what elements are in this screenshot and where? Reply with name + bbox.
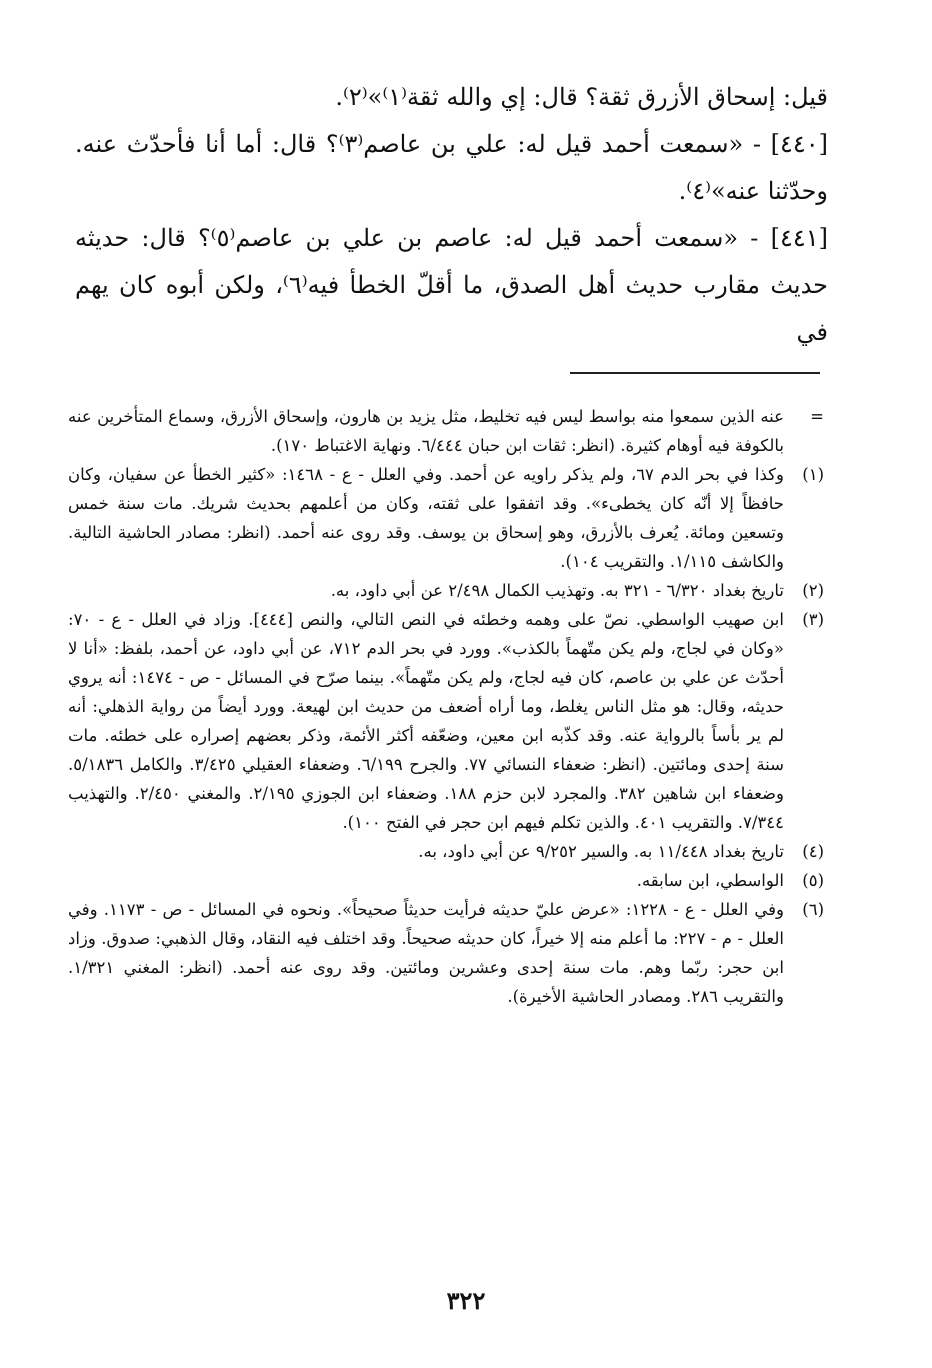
footnote-text: الواسطي، ابن سابقه.	[636, 871, 784, 890]
footnote-1	[68, 460, 824, 576]
footnote-6	[68, 895, 824, 1011]
footnote-4	[68, 837, 824, 866]
footnote-text: عنه الذين سمعوا منه بواسط ليس فيه تخليط، مثل يزيد بن هارون، وإسحاق الأزرق، وسماع المتأخرين عنه بالكوفة فيه أوهام كثيرة. (انظر: ثقات ابن حبان ٦/٤٤٤. ونهاية الاغتباط ١٧٠).	[68, 407, 784, 455]
footnote-separator	[570, 372, 820, 374]
footnotes	[68, 402, 824, 1011]
footnote-text: وكذا في بحر الدم ٦٧، ولم يذكر راويه عن أحمد. وفي العلل - ع - ١٤٦٨: «كثير الخطأ عن سفيان، وكان حافظاً إلا أنّه كان يخطىء». وقد اتفقوا على ثقته، وكان من أعلمهم بحديث شريك. مات سنة خمس وتسعين ومائة. يُعرف بالأزرق، وهو إسحاق بن يوسف. وقد روى عنه أحمد. (انظر: مصادر الحاشية التالية. والكاشف ١/١١٥. والتقريب ١٠٤).	[68, 465, 784, 571]
footnote-marker: (٣)	[802, 610, 824, 629]
footnote-2	[68, 576, 824, 605]
footnote-marker: (٥)	[802, 871, 824, 890]
footnote-3	[68, 605, 824, 837]
main-paragraph-2: [٤٤٠] - «سمعت أحمد قيل له: علي بن عاصم⁽٣⁾؟ قال: أما أنا فأحدّث عنه. وحدّثنا عنه»⁽٤⁾.	[75, 130, 829, 205]
footnote-marker: (١)	[802, 465, 824, 484]
footnote-marker: (٦)	[802, 900, 824, 919]
footnote-5	[68, 866, 824, 895]
page-number: ٣٢٢	[446, 1286, 486, 1315]
main-text	[75, 74, 828, 356]
footnote-marker: (٤)	[802, 842, 824, 861]
footnote-text: تاريخ بغداد ٦/٣٢٠ - ٣٢١ به. وتهذيب الكمال ٢/٤٩٨ عن أبي داود، به.	[330, 581, 784, 600]
main-paragraph-3: [٤٤١] - «سمعت أحمد قيل له: عاصم بن علي بن عاصم⁽٥⁾؟ قال: حديثه حديث مقارب حديث أهل الصدق، ما أقلّ الخطأ فيه⁽٦⁾، ولكن أبوه كان يهم في	[75, 224, 829, 346]
footnote-text: ابن صهيب الواسطي. نصّ على وهمه وخطئه في النص التالي، والنص [٤٤٤]. وزاد في العلل - ع - ٧٠: «وكان في لجاج، ولم يكن متّهماً بالكذب». وورد في بحر الدم ٧١٢، عن أبي داود، عن أحمد، بلفظ: «أنا لا أحدّث عن علي بن عاصم، كان فيه لجاج، ولم يكن متّهماً». بينما صرّح في المسائل - ص - ١٤٧٤: أنه يروي حديثه، وقال: هو مثل الناس يغلط، وما أراه أضعف من حديث ابن لهيعة. وورد أيضاً من رواية الذهلي: أنه لم ير بأساً بالرواية عنه. وقد كذّبه ابن معين، وضعّفه أكثر الأئمة، وذكر بعضهم إصراره على خطئه. مات سنة إحدى ومائتين. (انظر: ضعفاء النسائي ٧٧. والجرح ٦/١٩٩. وضعفاء العقيلي ٣/٤٢٥. والكامل ٥/١٨٣٦. وضعفاء ابن شاهين ٣٨٢. والمجرد لابن حزم ١٨٨. وضعفاء ابن الجوزي ٢/١٩٥. والمغني ٢/٤٥٠. والتهذيب ٧/٣٤٤. والتقريب ٤٠١. والذين تكلم فيهم ابن حجر في الفتح ١٠٠).	[68, 610, 785, 832]
footnote-marker: =	[810, 407, 824, 426]
footnote-text: وفي العلل - ع - ١٢٢٨: «عرض عليّ حديثه فرأيت حديثاً صحيحاً». ونحوه في المسائل - ص - ١١٧٣. وفي العلل - م - ٢٢٧: ما أعلم منه إلا خيراً، كان حديثه صحيحاً. وقد اختلف فيه النقاد، وقال الذهبي: صدوق. وزاد ابن حجر: ربّما وهم. مات سنة إحدى وعشرين ومائتين. وقد روى عنه أحمد. (انظر: المغني ١/٣٢١. والتقريب ٢٨٦. ومصادر الحاشية الأخيرة).	[68, 900, 784, 1006]
footnote-marker: (٢)	[802, 581, 824, 600]
footnote-continued	[68, 402, 824, 460]
main-paragraph-1: قيل: إسحاق الأزرق ثقة؟ قال: إي والله ثقة⁽١⁾»⁽٢⁾.	[335, 83, 828, 111]
footnote-text: تاريخ بغداد ١١/٤٤٨ به. والسير ٩/٢٥٢ عن أبي داود، به.	[418, 842, 784, 861]
